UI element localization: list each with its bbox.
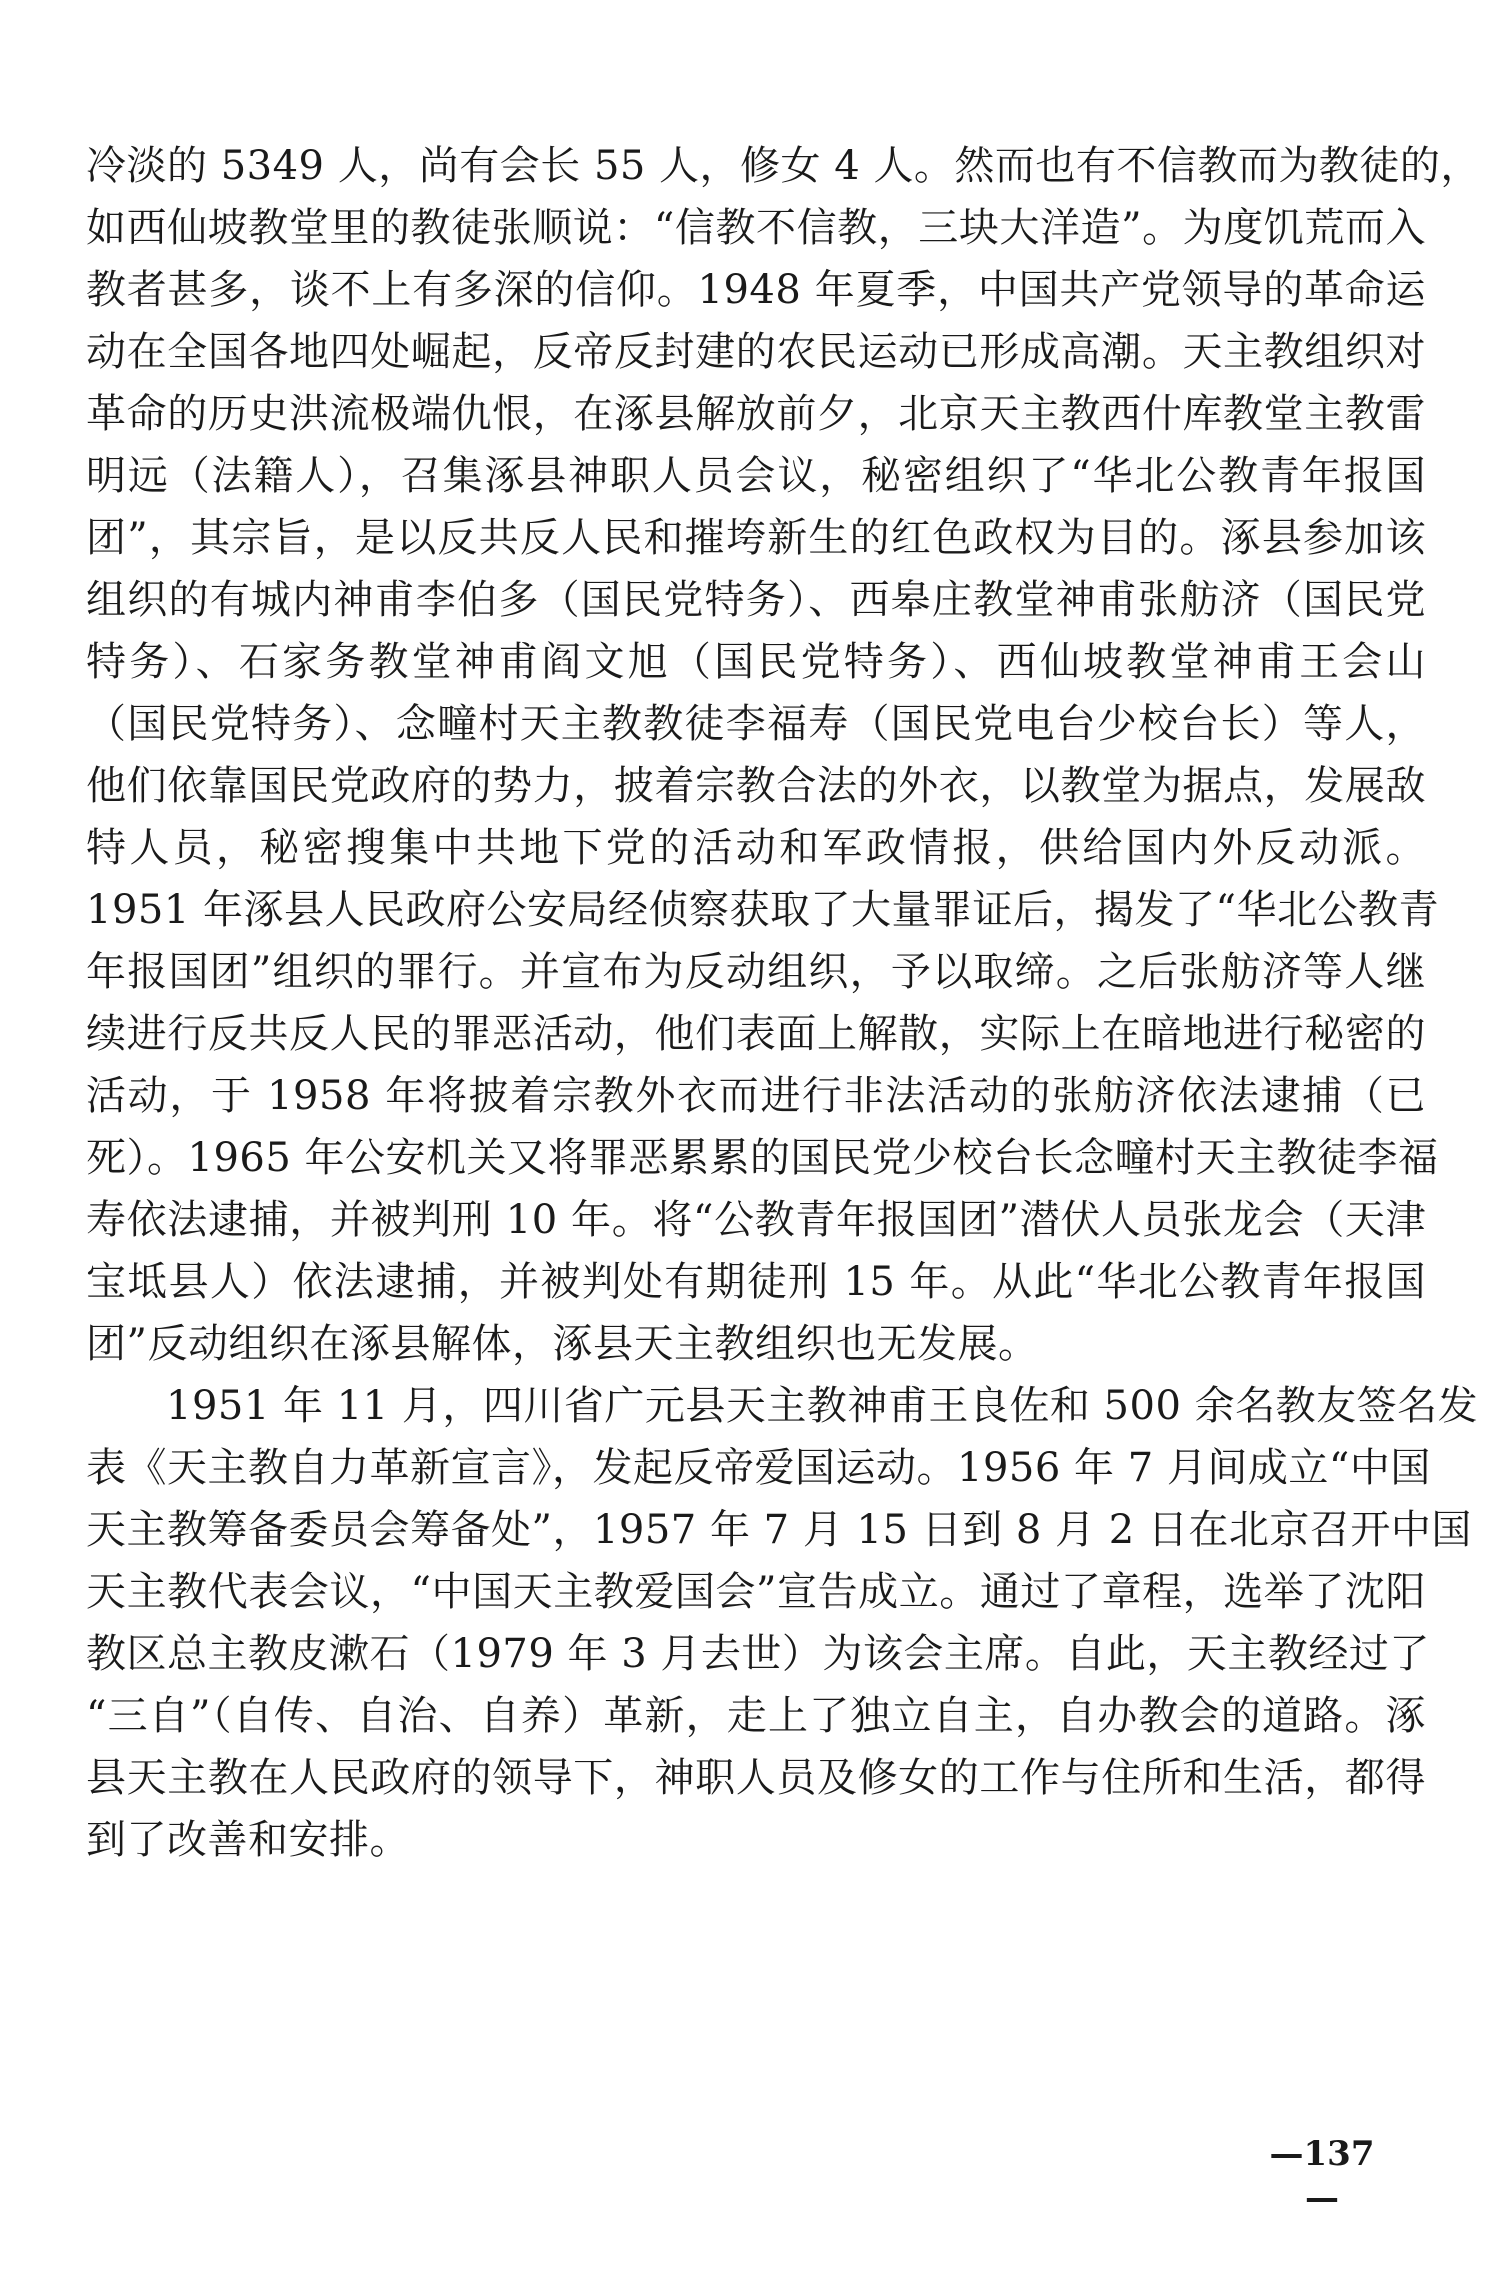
text-line: “三自”（自传、自治、自养）革新，走上了独立自主，自办教会的道路。涿 bbox=[86, 1693, 1426, 1739]
body-text bbox=[86, 135, 1481, 1871]
text-line: 死）。1965 年公安机关又将罪恶累累的国民党少校台长念疃村天主教徒李福 bbox=[86, 1135, 1439, 1181]
text-line: 天主教代表会议，“中国天主教爱国会”宣告成立。通过了章程，选举了沈阳 bbox=[86, 1569, 1426, 1615]
text-line: 他们依靠国民党政府的势力，披着宗教合法的外衣，以教堂为据点，发展敌 bbox=[86, 763, 1426, 809]
text-line: 团”反动组织在涿县解体，涿县天主教组织也无发展。 bbox=[86, 1321, 1039, 1367]
text-line: 教者甚多，谈不上有多深的信仰。1948 年夏季，中国共产党领导的革命运 bbox=[86, 267, 1426, 313]
text-line: 特人员，秘密搜集中共地下党的活动和军政情报，供给国内外反动派。 bbox=[86, 825, 1426, 871]
paragraph-2 bbox=[86, 1375, 1479, 1871]
text-line: 续进行反共反人民的罪恶活动，他们表面上解散，实际上在暗地进行秘密的 bbox=[86, 1011, 1426, 1057]
text-line: 冷淡的 5349 人，尚有会长 55 人，修女 4 人。然而也有不信教而为教徒的， bbox=[86, 143, 1481, 189]
text-line: 1951 年涿县人民政府公安局经侦察获取了大量罪证后，揭发了“华北公教青 bbox=[86, 887, 1439, 933]
text-line: 寿依法逮捕，并被判刑 10 年。将“公教青年报国团”潜伏人员张龙会（天津 bbox=[86, 1197, 1426, 1243]
text-line: 教区总主教皮漱石（1979 年 3 月去世）为该会主席。自此，天主教经过了 bbox=[86, 1631, 1430, 1677]
text-line: 如西仙坡教堂里的教徒张顺说：“信教不信教，三块大洋造”。为度饥荒而入 bbox=[86, 205, 1426, 251]
paragraph-1 bbox=[86, 135, 1481, 1375]
text-line: 表《天主教自力革新宣言》，发起反帝爱国运动。1956 年 7 月间成立“中国 bbox=[86, 1445, 1431, 1491]
text-line: 组织的有城内神甫李伯多（国民党特务）、西皋庄教堂神甫张舫济（国民党 bbox=[86, 577, 1426, 623]
text-line: 团”，其宗旨，是以反共反人民和摧垮新生的红色政权为目的。涿县参加该 bbox=[86, 515, 1426, 561]
text-line: 到了改善和安排。 bbox=[86, 1817, 410, 1863]
text-line: 县天主教在人民政府的领导下，神职人员及修女的工作与住所和生活，都得 bbox=[86, 1755, 1426, 1801]
text-line: 活动，于 1958 年将披着宗教外衣而进行非法活动的张舫济依法逮捕（已 bbox=[86, 1073, 1426, 1119]
text-line: 宝坻县人）依法逮捕，并被判处有期徒刑 15 年。从此“华北公教青年报国 bbox=[86, 1259, 1426, 1305]
text-line: 动在全国各地四处崛起，反帝反封建的农民运动已形成高潮。天主教组织对 bbox=[86, 329, 1426, 375]
text-line: 天主教筹备委员会筹备处”，1957 年 7 月 15 日到 8 月 2 日在北京召开中国 bbox=[86, 1507, 1472, 1553]
text-line: （国民党特务）、念疃村天主教教徒李福寿（国民党电台少校台长）等人， bbox=[86, 701, 1426, 747]
text-line: 1951 年 11 月，四川省广元县天主教神甫王良佐和 500 余名教友签名发 bbox=[166, 1383, 1479, 1429]
text-line: 明远（法籍人），召集涿县神职人员会议，秘密组织了“华北公教青年报国 bbox=[86, 453, 1426, 499]
text-line: 革命的历史洪流极端仇恨，在涿县解放前夕，北京天主教西什库教堂主教雷 bbox=[86, 391, 1426, 437]
page-number: —137— bbox=[1269, 2134, 1375, 2218]
text-line: 年报国团”组织的罪行。并宣布为反动组织，予以取缔。之后张舫济等人继 bbox=[86, 949, 1426, 995]
text-line: 特务）、石家务教堂神甫阎文旭（国民党特务）、西仙坡教堂神甫王会山 bbox=[86, 639, 1426, 685]
